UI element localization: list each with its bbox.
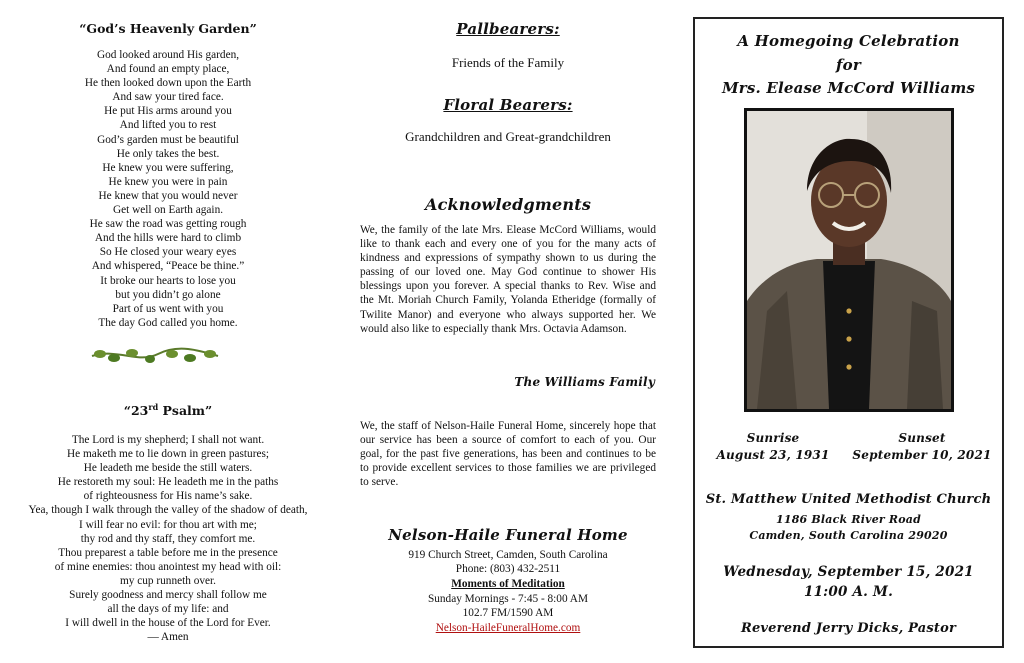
moments-heading: Moments of Meditation	[451, 578, 565, 590]
poem-line: It broke our hearts to lose you	[100, 274, 236, 287]
psalm-line: I will fear no evil: for thou art with me;	[79, 518, 257, 531]
ivy-vine-ornament	[88, 344, 222, 366]
psalm-line: He restoreth my soul: He leadeth me in the paths	[57, 476, 279, 489]
website-link[interactable]: Nelson-HaileFuneralHome.com	[435, 622, 581, 634]
psalm-title-sup: rd	[148, 402, 159, 412]
poem-line: He put His arms around you	[104, 105, 232, 118]
pallbearers-text: Friends of the Family	[451, 55, 565, 70]
psalm-line: Yea, though I walk through the valley of the shadow of death,	[28, 504, 308, 517]
sunrise-date: August 23, 1931	[716, 448, 830, 462]
psalm-body	[0, 433, 336, 644]
psalm-line: I will dwell in the house of the Lord for Ever.	[65, 617, 271, 630]
psalm-line: my cup runneth over.	[119, 574, 216, 587]
pallbearers-heading: Pallbearers:	[456, 20, 560, 38]
poem-line: He only takes the best.	[116, 147, 220, 160]
floral-bearers-text: Grandchildren and Great-grandchildren	[405, 129, 611, 144]
poem-line: And saw your tired face.	[112, 91, 224, 104]
psalm-line: He leadeth me beside the still waters.	[83, 462, 253, 475]
poem-line: The day God called you home.	[98, 316, 238, 329]
psalm-line: of mine enemies: thou anointest my head with oil:	[54, 560, 282, 573]
cover-title-name: Mrs. Elease McCord Williams	[721, 79, 976, 97]
funeral-home-name: Nelson-Haile Funeral Home	[388, 526, 628, 544]
sunset-date: September 10, 2021	[852, 448, 992, 462]
staff-paragraph: We, the staff of Nelson-Haile Funeral Home, sincerely hope that our service has been a source of comfort to each of you. Our goal, for the past five generations, has been and continues to be to provide excellent services to those families we are privileged to serve.	[360, 420, 656, 489]
poem-line: So He closed your weary eyes	[99, 246, 237, 259]
poem-line: And lifted you to rest	[119, 119, 217, 132]
poem-line: And whispered, “Peace be thine.”	[91, 260, 245, 273]
psalm-line: thy rod and thy staff, they comfort me.	[80, 532, 256, 545]
poem-line: He then looked down upon the Earth	[84, 77, 252, 90]
poem-line: And the hills were hard to climb	[94, 232, 242, 245]
floral-bearers-heading: Floral Bearers:	[443, 96, 573, 114]
church-city: Camden, South Carolina 29020	[749, 529, 948, 542]
poem-title: “God’s Heavenly Garden”	[79, 21, 257, 36]
church-name: St. Matthew United Methodist Church	[705, 492, 992, 507]
church-street: 1186 Black River Road	[775, 513, 922, 526]
poem-line: He knew you were in pain	[108, 175, 228, 188]
poem-body	[0, 48, 336, 330]
service-date: Wednesday, September 15, 2021	[723, 564, 974, 580]
cover-title-line2: for	[836, 56, 861, 74]
radio-frequency: 102.7 FM/1590 AM	[462, 607, 554, 619]
cover-panel	[693, 17, 1004, 648]
psalm-line: He maketh me to lie down in green pastures;	[66, 448, 270, 461]
poem-line: And found an empty place,	[106, 63, 230, 76]
psalm-line: The Lord is my shepherd; I shall not want.	[71, 434, 265, 446]
acknowledgments-paragraph: We, the family of the late Mrs. Elease McCord Williams, would like to thank each and every one of you for the many acts of kindness and expressions of sympathy shown to us during the passing of our loved one. May God continue to shower His blessings upon you forever. A special thanks to Rev. Wise and the Mt. Moriah Church Family, Yolanda Etheridge (formally of Twilite Manor) and everyone who always supported her. We would also like to especially thank Mrs. Octavia Adamson.	[360, 224, 656, 335]
psalm-title-post: Psalm”	[158, 403, 213, 419]
service-time: 11:00 A. M.	[804, 584, 893, 600]
psalm-line: — Amen	[147, 631, 189, 644]
sunset-label: Sunset	[898, 431, 946, 445]
funeral-home-phone: Phone: (803) 432-2511	[455, 563, 561, 575]
poem-line: God looked around His garden,	[96, 49, 240, 61]
poem-line: Part of us went with you	[112, 302, 224, 315]
psalm-title-pre: “23	[123, 403, 149, 419]
poem-line: He knew that you would never	[98, 189, 238, 202]
psalm-line: Thou preparest a table before me in the presence	[58, 546, 278, 559]
acknowledgments-heading: Acknowledgments	[424, 195, 592, 214]
psalm-line: Surely goodness and mercy shall follow me	[69, 589, 267, 602]
portrait-photo	[744, 108, 954, 412]
funeral-home-address: 919 Church Street, Camden, South Carolina	[408, 549, 608, 561]
pastor-name: Reverend Jerry Dicks, Pastor	[740, 621, 957, 636]
poem-line: Get well on Earth again.	[112, 204, 224, 217]
psalm-title	[0, 402, 336, 418]
psalm-line: of righteousness for His name’s sake.	[83, 490, 253, 503]
sunrise-label: Sunrise	[746, 431, 800, 445]
family-signature: The Williams Family	[514, 375, 655, 389]
psalm-line: all the days of my life: and	[107, 603, 229, 616]
cover-title-line1: A Homegoing Celebration	[737, 32, 960, 50]
poem-line: God’s garden must be beautiful	[97, 133, 239, 146]
poem-line: He knew you were suffering,	[102, 161, 234, 174]
moments-time: Sunday Mornings - 7:45 - 8:00 AM	[427, 593, 589, 605]
poem-line: but you didn’t go alone	[115, 288, 221, 301]
poem-line: He saw the road was getting rough	[89, 218, 247, 231]
